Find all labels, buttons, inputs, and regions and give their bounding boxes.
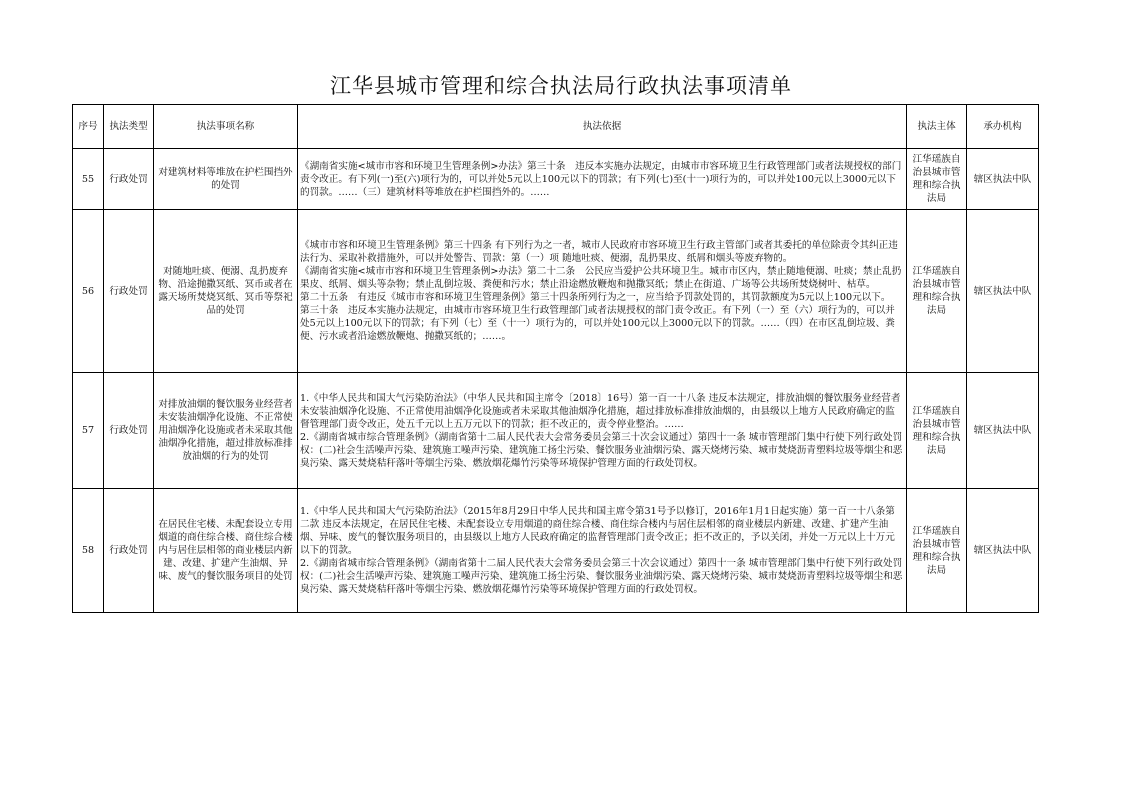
table-row <box>73 210 1039 373</box>
row-basis <box>298 210 907 373</box>
row-item-name: 在居民住宅楼、未配套设立专用烟道的商住综合楼、商住综合楼内与居住层相邻的商业楼层内新建、改建、扩建产生油烟、异味、废气的餐饮服务项目的处罚 <box>154 489 298 613</box>
basis-paragraph: 《湖南省实施<城市市容和环境卫生管理条例>办法》第三十条 违反本实施办法规定，由城市市容环境卫生行政管理部门或者法规授权的部门责令改正。有下列(一)至(六)项行为的，可以并处5元以上100元以下的罚款；有下列(七)至(十一)项行为的，可以并处100元以上3000元以下的罚款。……（三）建筑材料等堆放在护栏围挡外的。…… <box>300 160 902 198</box>
row-basis <box>298 149 907 210</box>
table-row <box>73 489 1039 613</box>
row-subject: 江华瑶族自治县城市管理和综合执法局 <box>907 149 967 210</box>
row-type: 行政处罚 <box>104 210 154 373</box>
header-row <box>73 105 1039 149</box>
table-row <box>73 373 1039 489</box>
basis-paragraph: 2.《湖南省城市综合管理条例》（湖南省第十二届人民代表大会常务委员会第三十次会议通过）第四十一条 城市管理部门集中行使下列行政处罚权：(二)社会生活噪声污染、建筑施工噪声污染、建筑施工扬尘污染、餐饮服务业油烟污染、露天烧烤污染、城市焚烧沥青塑料垃圾等烟尘和恶臭污染、露天焚烧秸秆落叶等烟尘污染、燃放烟花爆竹污染等环境保护管理方面的行政处罚权。 <box>300 558 903 595</box>
row-subject: 江华瑶族自治县城市管理和综合执法局 <box>907 373 967 489</box>
row-seq: 58 <box>73 489 104 613</box>
row-agency: 辖区执法中队 <box>967 373 1039 489</box>
row-subject: 江华瑶族自治县城市管理和综合执法局 <box>907 489 967 613</box>
row-agency: 辖区执法中队 <box>967 210 1039 373</box>
header-seq: 序号 <box>73 105 104 149</box>
row-subject: 江华瑶族自治县城市管理和综合执法局 <box>907 210 967 373</box>
table-row <box>73 149 1039 210</box>
basis-paragraph: 《湖南省实施<城市市容和环境卫生管理条例>办法》第二十二条 公民应当爱护公共环境卫生。城市市区内，禁止随地便溺、吐痰；禁止乱扔果皮、纸屑、烟头等杂物；禁止乱倒垃圾、粪便和污水；禁止沿途燃放鞭炮和抛撒冥纸；禁止在街道、广场等公共场所焚烧树叶、枯草。 <box>300 266 902 290</box>
basis-paragraph: 2.《湖南省城市综合管理条例》（湖南省第十二届人民代表大会常务委员会第三十次会议通过）第四十一条 城市管理部门集中行使下列行政处罚权：(二)社会生活噪声污染、建筑施工噪声污染、建筑施工扬尘污染、餐饮服务业油烟污染、露天烧烤污染、城市焚烧沥青塑料垃圾等烟尘和恶臭污染、露天焚烧秸秆落叶等烟尘污染、燃放烟花爆竹污染等环境保护管理方面的行政处罚权。 <box>300 431 903 469</box>
basis-paragraph: 第二十五条 有违反《城市市容和环境卫生管理条例》第三十四条所列行为之一，应当给予罚款处罚的，其罚款额度为5元以上100元以下。 <box>300 292 891 303</box>
row-item-name: 对建筑材料等堆放在护栏围挡外的处罚 <box>154 149 298 210</box>
header-agency: 承办机构 <box>967 105 1039 149</box>
row-agency: 辖区执法中队 <box>967 149 1039 210</box>
row-type: 行政处罚 <box>104 149 154 210</box>
row-seq: 55 <box>73 149 104 210</box>
row-item-name: 对排放油烟的餐饮服务业经营者未安装油烟净化设施、不正常使用油烟净化设施或者未采取其他油烟净化措施，超过排放标准排放油烟的行为的处罚 <box>154 373 298 489</box>
basis-paragraph: 《城市市容和环境卫生管理条例》第三十四条 有下列行为之一者，城市人民政府市容环境卫生行政主管部门或者其委托的单位除责令其纠正违法行为、采取补救措施外，可以并处警告、罚款：第（一）项 随地吐痰、便溺，乱扔果皮、纸屑和烟头等废弃物的。 <box>300 240 898 264</box>
basis-paragraph: 1.《中华人民共和国大气污染防治法》（2015年8月29日中华人民共和国主席令第31号予以修订，2016年1月1日起实施）第一百一十八条第二款 违反本法规定，在居民住宅楼、未配套设立专用烟道的商住综合楼、商住综合楼内与居住层相邻的商业楼层内新建、改建、扩建产生油烟、异味、废气的餐饮服务项目的，由县级以上地方人民政府确定的监督管理部门责令改正；拒不改正的，予以关闭，并处一万元以上十万元以下的罚款。 <box>300 506 895 556</box>
enforcement-table <box>72 104 1039 613</box>
basis-paragraph: 第三十条 违反本实施办法规定，由城市市容环境卫生行政管理部门或者法规授权的部门责令改正。有下列（一）至（六）项行为的，可以并处5元以上100元以下的罚款；有下列（七）至（十一）项行为的，可以并处100元以上3000元以下的罚款。……（四）在市区乱倒垃圾、粪便、污水或者沿途燃放鞭炮、抛撒冥纸的；……。 <box>300 305 895 342</box>
row-seq: 57 <box>73 373 104 489</box>
basis-paragraph: 1.《中华人民共和国大气污染防治法》（中华人民共和国主席令〔2018〕16号）第一百一十八条 违反本法规定，排放油烟的餐饮服务业经营者未安装油烟净化设施、不正常使用油烟净化设施或者未采取其他油烟净化措施，超过排放标准排放油烟的，由县级以上地方人民政府确定的监督管理部门责令改正，处五千元以上五万元以下的罚款；拒不改正的，责令停业整治。…… <box>300 392 901 430</box>
row-basis <box>298 489 907 613</box>
header-subject: 执法主体 <box>907 105 967 149</box>
header-name: 执法事项名称 <box>154 105 298 149</box>
header-basis: 执法依据 <box>298 105 907 149</box>
page-title: 江华县城市管理和综合执法局行政执法事项清单 <box>330 74 792 98</box>
row-agency: 辖区执法中队 <box>967 489 1039 613</box>
row-seq: 56 <box>73 210 104 373</box>
row-type: 行政处罚 <box>104 489 154 613</box>
row-type: 行政处罚 <box>104 373 154 489</box>
row-basis <box>298 373 907 489</box>
row-item-name: 对随地吐痰、便溺、乱扔废弃物、沿途抛撒冥纸、冥币或者在露天场所焚烧冥纸、冥币等祭祀品的处罚 <box>154 210 298 373</box>
header-type: 执法类型 <box>104 105 154 149</box>
